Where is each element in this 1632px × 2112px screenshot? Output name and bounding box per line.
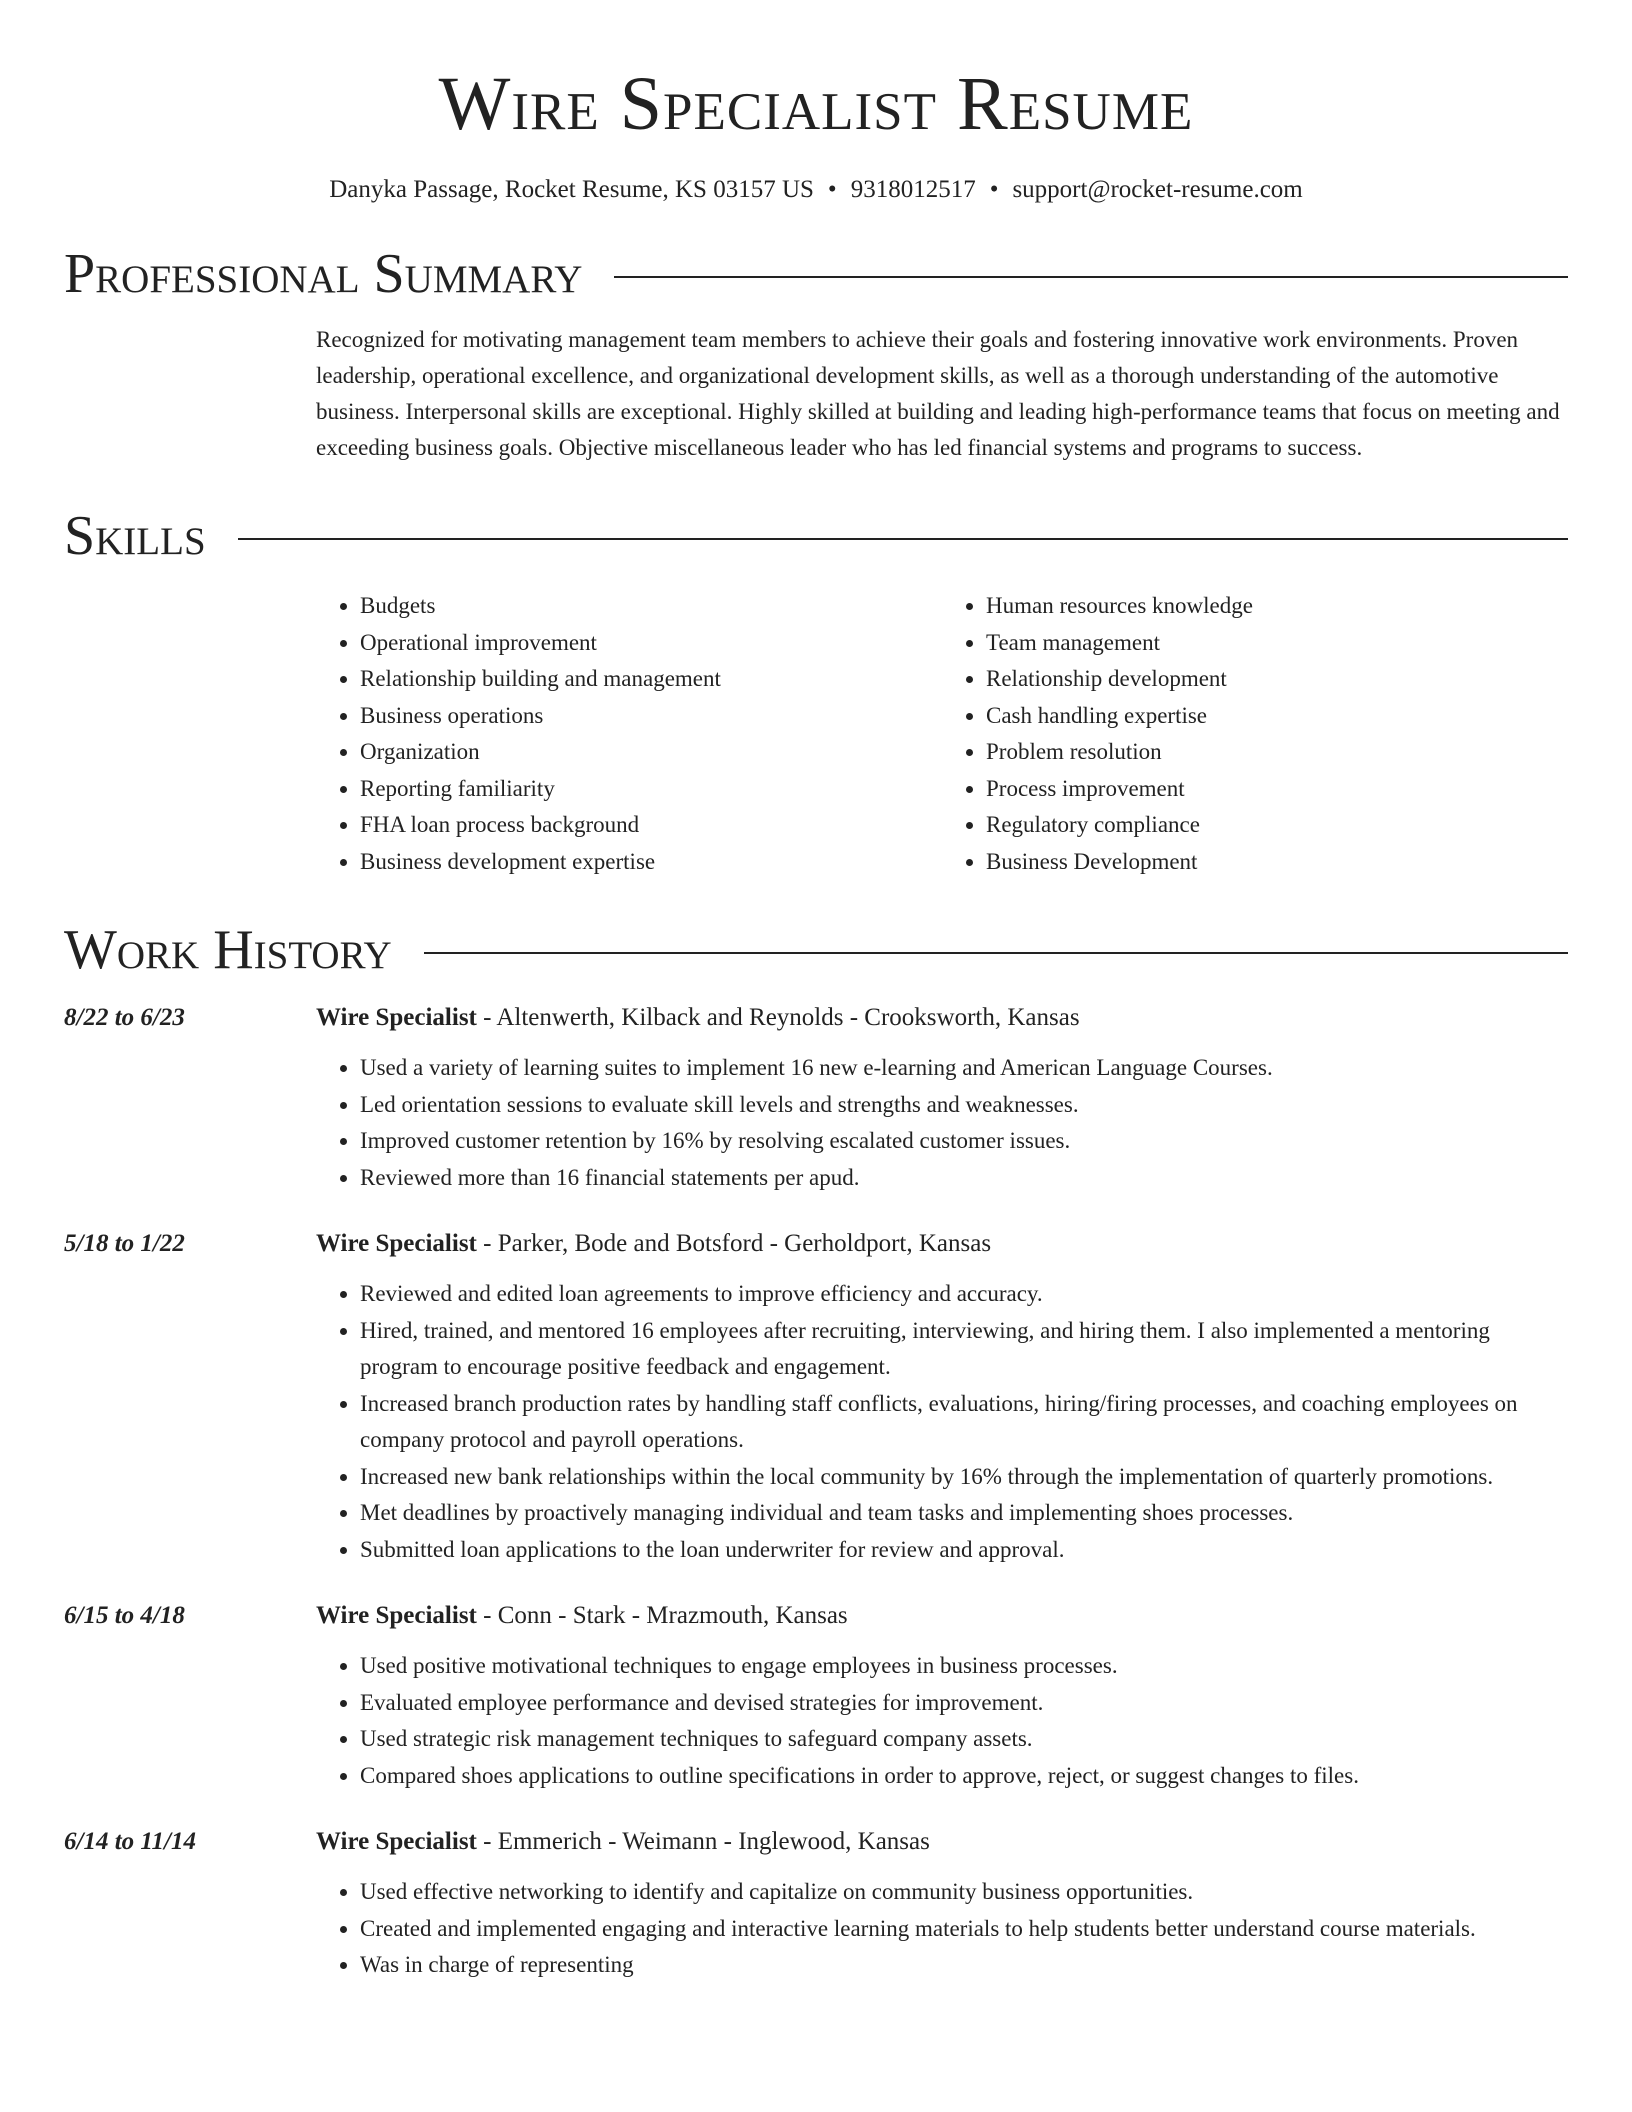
skill-item: • Cash handling expertise <box>986 698 1568 735</box>
skills-heading: Skills <box>64 505 206 567</box>
job-employer: - Altenwerth, Kilback and Reynolds - Crooksworth, Kansas <box>476 1004 1080 1031</box>
contact-email: support@rocket-resume.com <box>1012 176 1303 203</box>
skill-item: • Operational improvement <box>360 625 942 662</box>
contact-line <box>64 176 1568 204</box>
job-bullets <box>316 1648 1568 1794</box>
job-dates: 8/22 to 6/23 <box>64 1004 185 1031</box>
job-role: Wire Specialist <box>316 1828 477 1855</box>
contact-separator: • <box>827 176 837 203</box>
contact-separator: • <box>989 176 999 203</box>
job-bullet: • Increased branch production rates by handling staff conflicts, evaluations, hiring/firing processes, and coaching employees on company protocol and payroll operations. <box>360 1386 1568 1459</box>
skill-item: • Team management <box>986 625 1568 662</box>
job-title-line <box>316 1824 1568 1860</box>
job-details <box>316 1000 1568 1196</box>
section-divider <box>424 952 1568 954</box>
job-role: Wire Specialist <box>316 1004 477 1031</box>
job-details <box>316 1598 1568 1794</box>
work-heading: Work History <box>64 919 392 981</box>
skill-item: • Regulatory compliance <box>986 807 1568 844</box>
job-title-line <box>316 1000 1568 1036</box>
job-bullet: • Led orientation sessions to evaluate skill levels and strengths and weaknesses. <box>360 1087 1568 1124</box>
job-bullets <box>316 1050 1568 1196</box>
job-bullet: • Submitted loan applications to the loan underwriter for review and approval. <box>360 1532 1568 1569</box>
job-bullets <box>316 1874 1568 1984</box>
job-bullet: • Evaluated employee performance and devised strategies for improvement. <box>360 1685 1568 1722</box>
job-bullet: • Used positive motivational techniques to engage employees in business processes. <box>360 1648 1568 1685</box>
job-title-line <box>316 1226 1568 1262</box>
job-entry <box>64 1000 1568 1196</box>
contact-phone: 9318012517 <box>850 176 976 203</box>
job-bullet: • Met deadlines by proactively managing individual and team tasks and implementing shoes processes. <box>360 1495 1568 1532</box>
job-title-line <box>316 1598 1568 1634</box>
summary-text: Recognized for motivating management team members to achieve their goals and fostering innovative work environments. Proven leadership, operational excellence, and organizational development skills, as well as a thorough understanding of the automotive business. Interpersonal skills are exceptional. Highly skilled at building and leading high-performance teams that focus on meeting and exceeding business goals. Objective miscellaneous leader who has led financial systems and programs to success. <box>316 327 1560 460</box>
skills-column-left <box>316 588 942 880</box>
job-entry <box>64 1226 1568 1568</box>
job-dates: 6/14 to 11/14 <box>64 1828 196 1855</box>
skill-item: • Problem resolution <box>986 734 1568 771</box>
skill-item: • Business operations <box>360 698 942 735</box>
job-dates: 5/18 to 1/22 <box>64 1230 185 1257</box>
job-role: Wire Specialist <box>316 1602 477 1629</box>
section-divider <box>614 276 1568 278</box>
job-details <box>316 1824 1568 1984</box>
work-section-header <box>64 919 1568 981</box>
skill-item: • Human resources knowledge <box>986 588 1568 625</box>
skill-item: • Business Development <box>986 844 1568 881</box>
job-bullets <box>316 1276 1568 1568</box>
job-bullet: • Used a variety of learning suites to implement 16 new e-learning and American Language Courses. <box>360 1050 1568 1087</box>
job-details <box>316 1226 1568 1568</box>
skills-section-header <box>64 505 1568 567</box>
job-bullet: • Created and implemented engaging and interactive learning materials to help students better understand course materials. <box>360 1911 1568 1948</box>
job-bullet: • Used effective networking to identify and capitalize on community business opportunities. <box>360 1874 1568 1911</box>
job-employer: - Parker, Bode and Botsford - Gerholdport, Kansas <box>476 1230 992 1257</box>
job-employer: - Conn - Stark - Mrazmouth, Kansas <box>476 1602 848 1629</box>
job-entry <box>64 1598 1568 1794</box>
job-bullet: • Used strategic risk management techniques to safeguard company assets. <box>360 1721 1568 1758</box>
skill-item: • Relationship building and management <box>360 661 942 698</box>
job-bullet: • Reviewed more than 16 financial statements per apud. <box>360 1160 1568 1197</box>
job-bullet: • Reviewed and edited loan agreements to improve efficiency and accuracy. <box>360 1276 1568 1313</box>
section-divider <box>238 538 1568 540</box>
job-entry <box>64 1824 1568 1984</box>
skill-item: • Reporting familiarity <box>360 771 942 808</box>
job-bullet: • Hired, trained, and mentored 16 employees after recruiting, interviewing, and hiring them. I also implemented a mentoring program to encourage positive feedback and engagement. <box>360 1313 1568 1386</box>
job-dates: 6/15 to 4/18 <box>64 1602 185 1629</box>
skills-list <box>316 588 1568 880</box>
skill-item: • FHA loan process background <box>360 807 942 844</box>
skill-item: • Organization <box>360 734 942 771</box>
resume-title: Wire Specialist Resume <box>438 62 1194 146</box>
skill-item: • Relationship development <box>986 661 1568 698</box>
skill-item: • Budgets <box>360 588 942 625</box>
skills-column-right <box>942 588 1568 880</box>
job-bullet: • Compared shoes applications to outline specifications in order to approve, reject, or suggest changes to files. <box>360 1758 1568 1795</box>
skill-item: • Process improvement <box>986 771 1568 808</box>
job-bullet: • Was in charge of representing <box>360 1947 1568 1984</box>
skill-item: • Business development expertise <box>360 844 942 881</box>
contact-address: Danyka Passage, Rocket Resume, KS 03157 US <box>329 176 814 203</box>
job-bullet: • Increased new bank relationships within the local community by 16% through the implementation of quarterly promotions. <box>360 1459 1568 1496</box>
job-role: Wire Specialist <box>316 1230 477 1257</box>
job-bullet: • Improved customer retention by 16% by resolving escalated customer issues. <box>360 1123 1568 1160</box>
summary-section-header <box>64 243 1568 305</box>
job-employer: - Emmerich - Weimann - Inglewood, Kansas <box>476 1828 930 1855</box>
summary-heading: Professional Summary <box>64 243 583 305</box>
